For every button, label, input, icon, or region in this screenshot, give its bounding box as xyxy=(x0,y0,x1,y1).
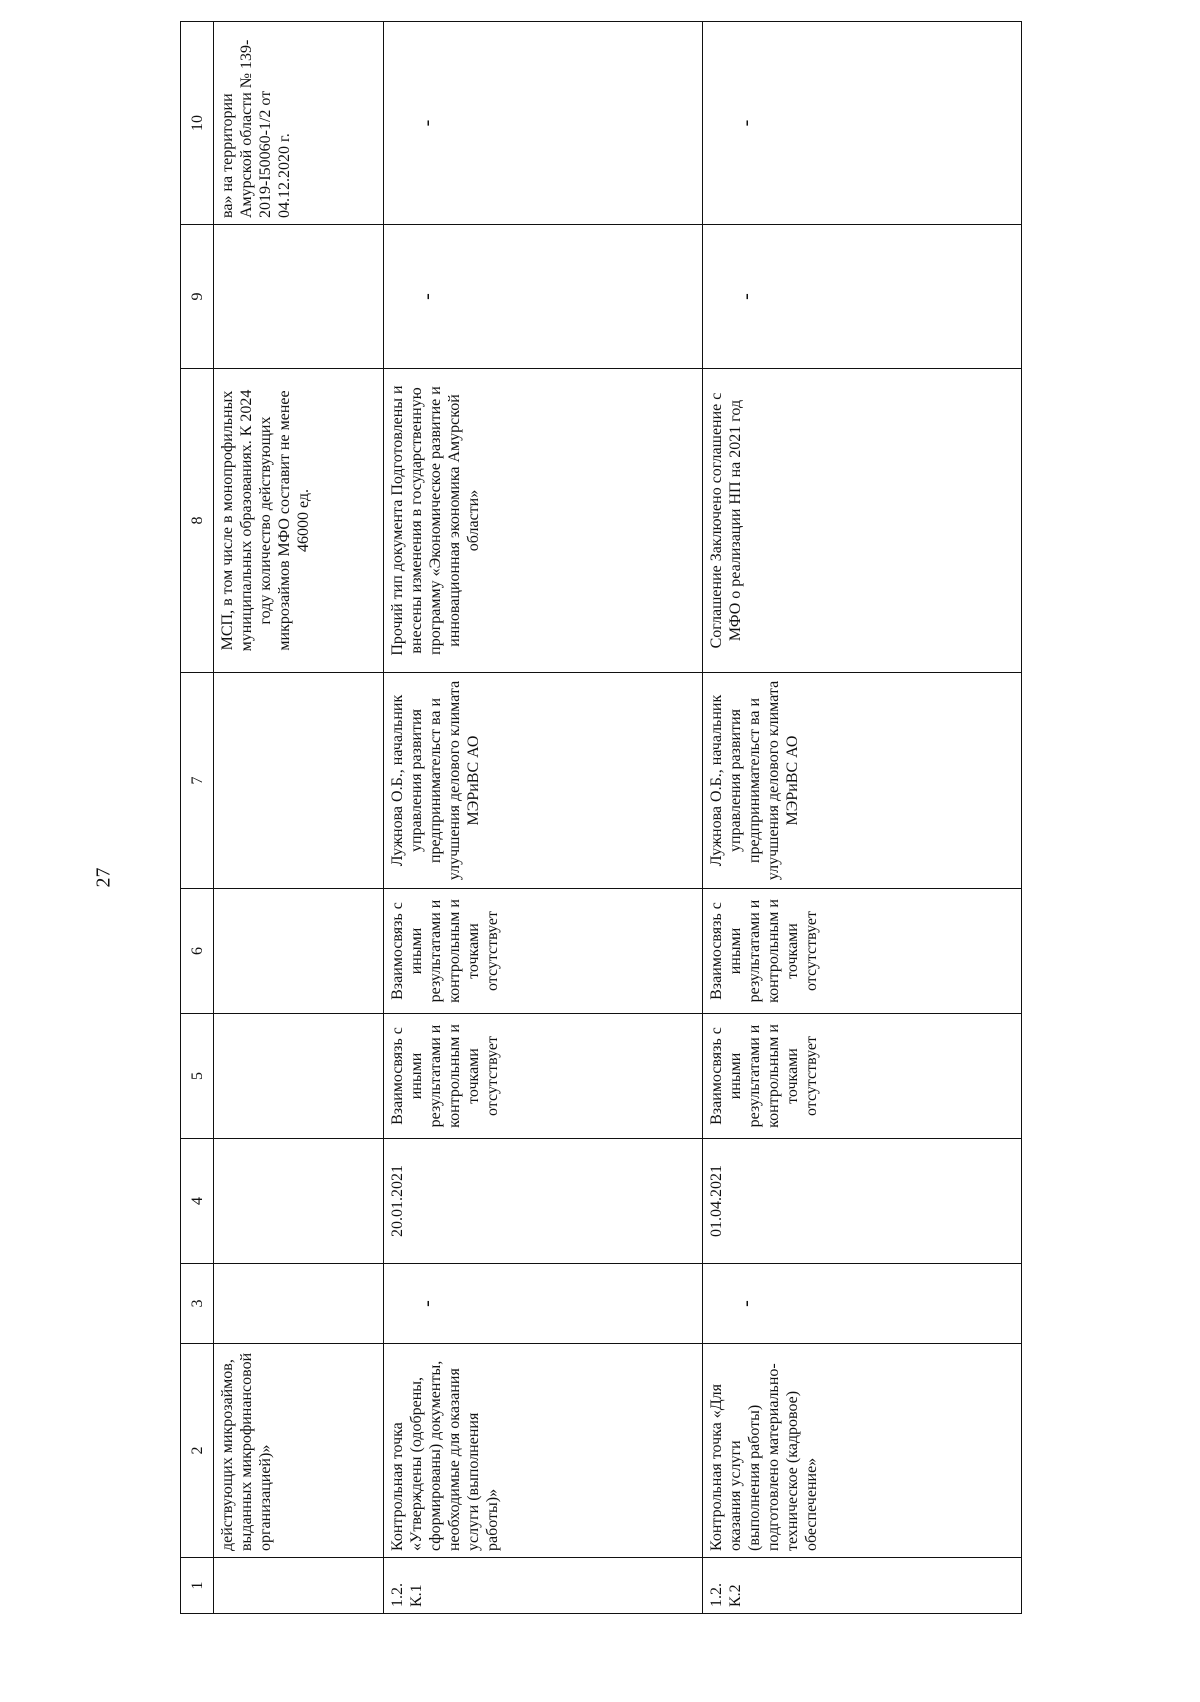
column-header: 9 xyxy=(181,225,214,369)
column-header: 7 xyxy=(181,673,214,889)
column-header: 2 xyxy=(181,1344,214,1558)
table-cell xyxy=(214,1558,384,1614)
table-cell: 01.04.2021 xyxy=(703,1139,1022,1264)
table-cell xyxy=(214,225,384,369)
table-cell: 1.2. К.2 xyxy=(703,1558,1022,1614)
table-cell xyxy=(214,1014,384,1139)
table-cell: - xyxy=(384,225,703,369)
column-header: 8 xyxy=(181,369,214,673)
table-cell xyxy=(214,673,384,889)
rotated-table-content xyxy=(180,39,1022,1614)
table-cell xyxy=(214,1264,384,1344)
column-header: 10 xyxy=(181,22,214,225)
rotated-table-frame xyxy=(180,39,1022,1614)
table-cell: ва» на территории Амурской области № 139-2019-I50060-1/2 от 04.12.2020 г. xyxy=(214,22,384,225)
table-cell: - xyxy=(703,22,1022,225)
table-cell: Прочий тип документа Подготовлены и внесены изменения в государственную программу «Экономическое развитие и инновационная экономика Амурской области» xyxy=(384,369,703,673)
column-header: 6 xyxy=(181,889,214,1014)
table-cell: Контрольная точка «Для оказания услуги (выполнения работы) подготовлено материально-техническое (кадровое) обеспечение» xyxy=(703,1344,1022,1558)
table-cell: Лужнова О.Б., начальник управления развития предпринимательст ва и улучшения делового климата МЭРиВС АО xyxy=(703,673,1022,889)
table-cell: - xyxy=(384,22,703,225)
table-cell: Лужнова О.Б., начальник управления развития предпринимательст ва и улучшения делового климата МЭРиВС АО xyxy=(384,673,703,889)
table-cell xyxy=(214,889,384,1014)
table-cell: 20.01.2021 xyxy=(384,1139,703,1264)
table-cell: Взаимосвязь с иными результатами и контрольным и точками отсутствует xyxy=(384,1014,703,1139)
table-cell: МСП, в том числе в монопрофильных муниципальных образованиях. К 2024 году количество действующих микрозаймов МФО составит не менее 46000 ед. xyxy=(214,369,384,673)
table-header-row xyxy=(181,22,214,1614)
data-table xyxy=(180,21,1022,1614)
table-row xyxy=(384,22,703,1614)
table-cell: - xyxy=(703,225,1022,369)
table-cell: Взаимосвязь с иными результатами и контрольным и точками отсутствует xyxy=(703,1014,1022,1139)
column-header: 5 xyxy=(181,1014,214,1139)
table-cell xyxy=(214,1139,384,1264)
table-cell: действующих микрозаймов, выданных микрофинансовой организацией)» xyxy=(214,1344,384,1558)
table-row xyxy=(214,22,384,1614)
column-header: 4 xyxy=(181,1139,214,1264)
table-row xyxy=(703,22,1022,1614)
column-header: 3 xyxy=(181,1264,214,1344)
table-cell: Соглашение Заключено соглашение с МФО о реализации НП на 2021 год xyxy=(703,369,1022,673)
table-cell: - xyxy=(384,1264,703,1344)
column-header: 1 xyxy=(181,1558,214,1614)
table-cell: Контрольная точка «Утверждены (одобрены, сформированы) документы, необходимые для оказания услуги (выполнения работы)» xyxy=(384,1344,703,1558)
table-cell: Взаимосвязь с иными результатами и контрольным и точками отсутствует xyxy=(703,889,1022,1014)
table-cell: 1.2. К.1 xyxy=(384,1558,703,1614)
table-cell: - xyxy=(703,1264,1022,1344)
table-cell: Взаимосвязь с иными результатами и контрольным и точками отсутствует xyxy=(384,889,703,1014)
page-number: 27 xyxy=(92,867,115,888)
